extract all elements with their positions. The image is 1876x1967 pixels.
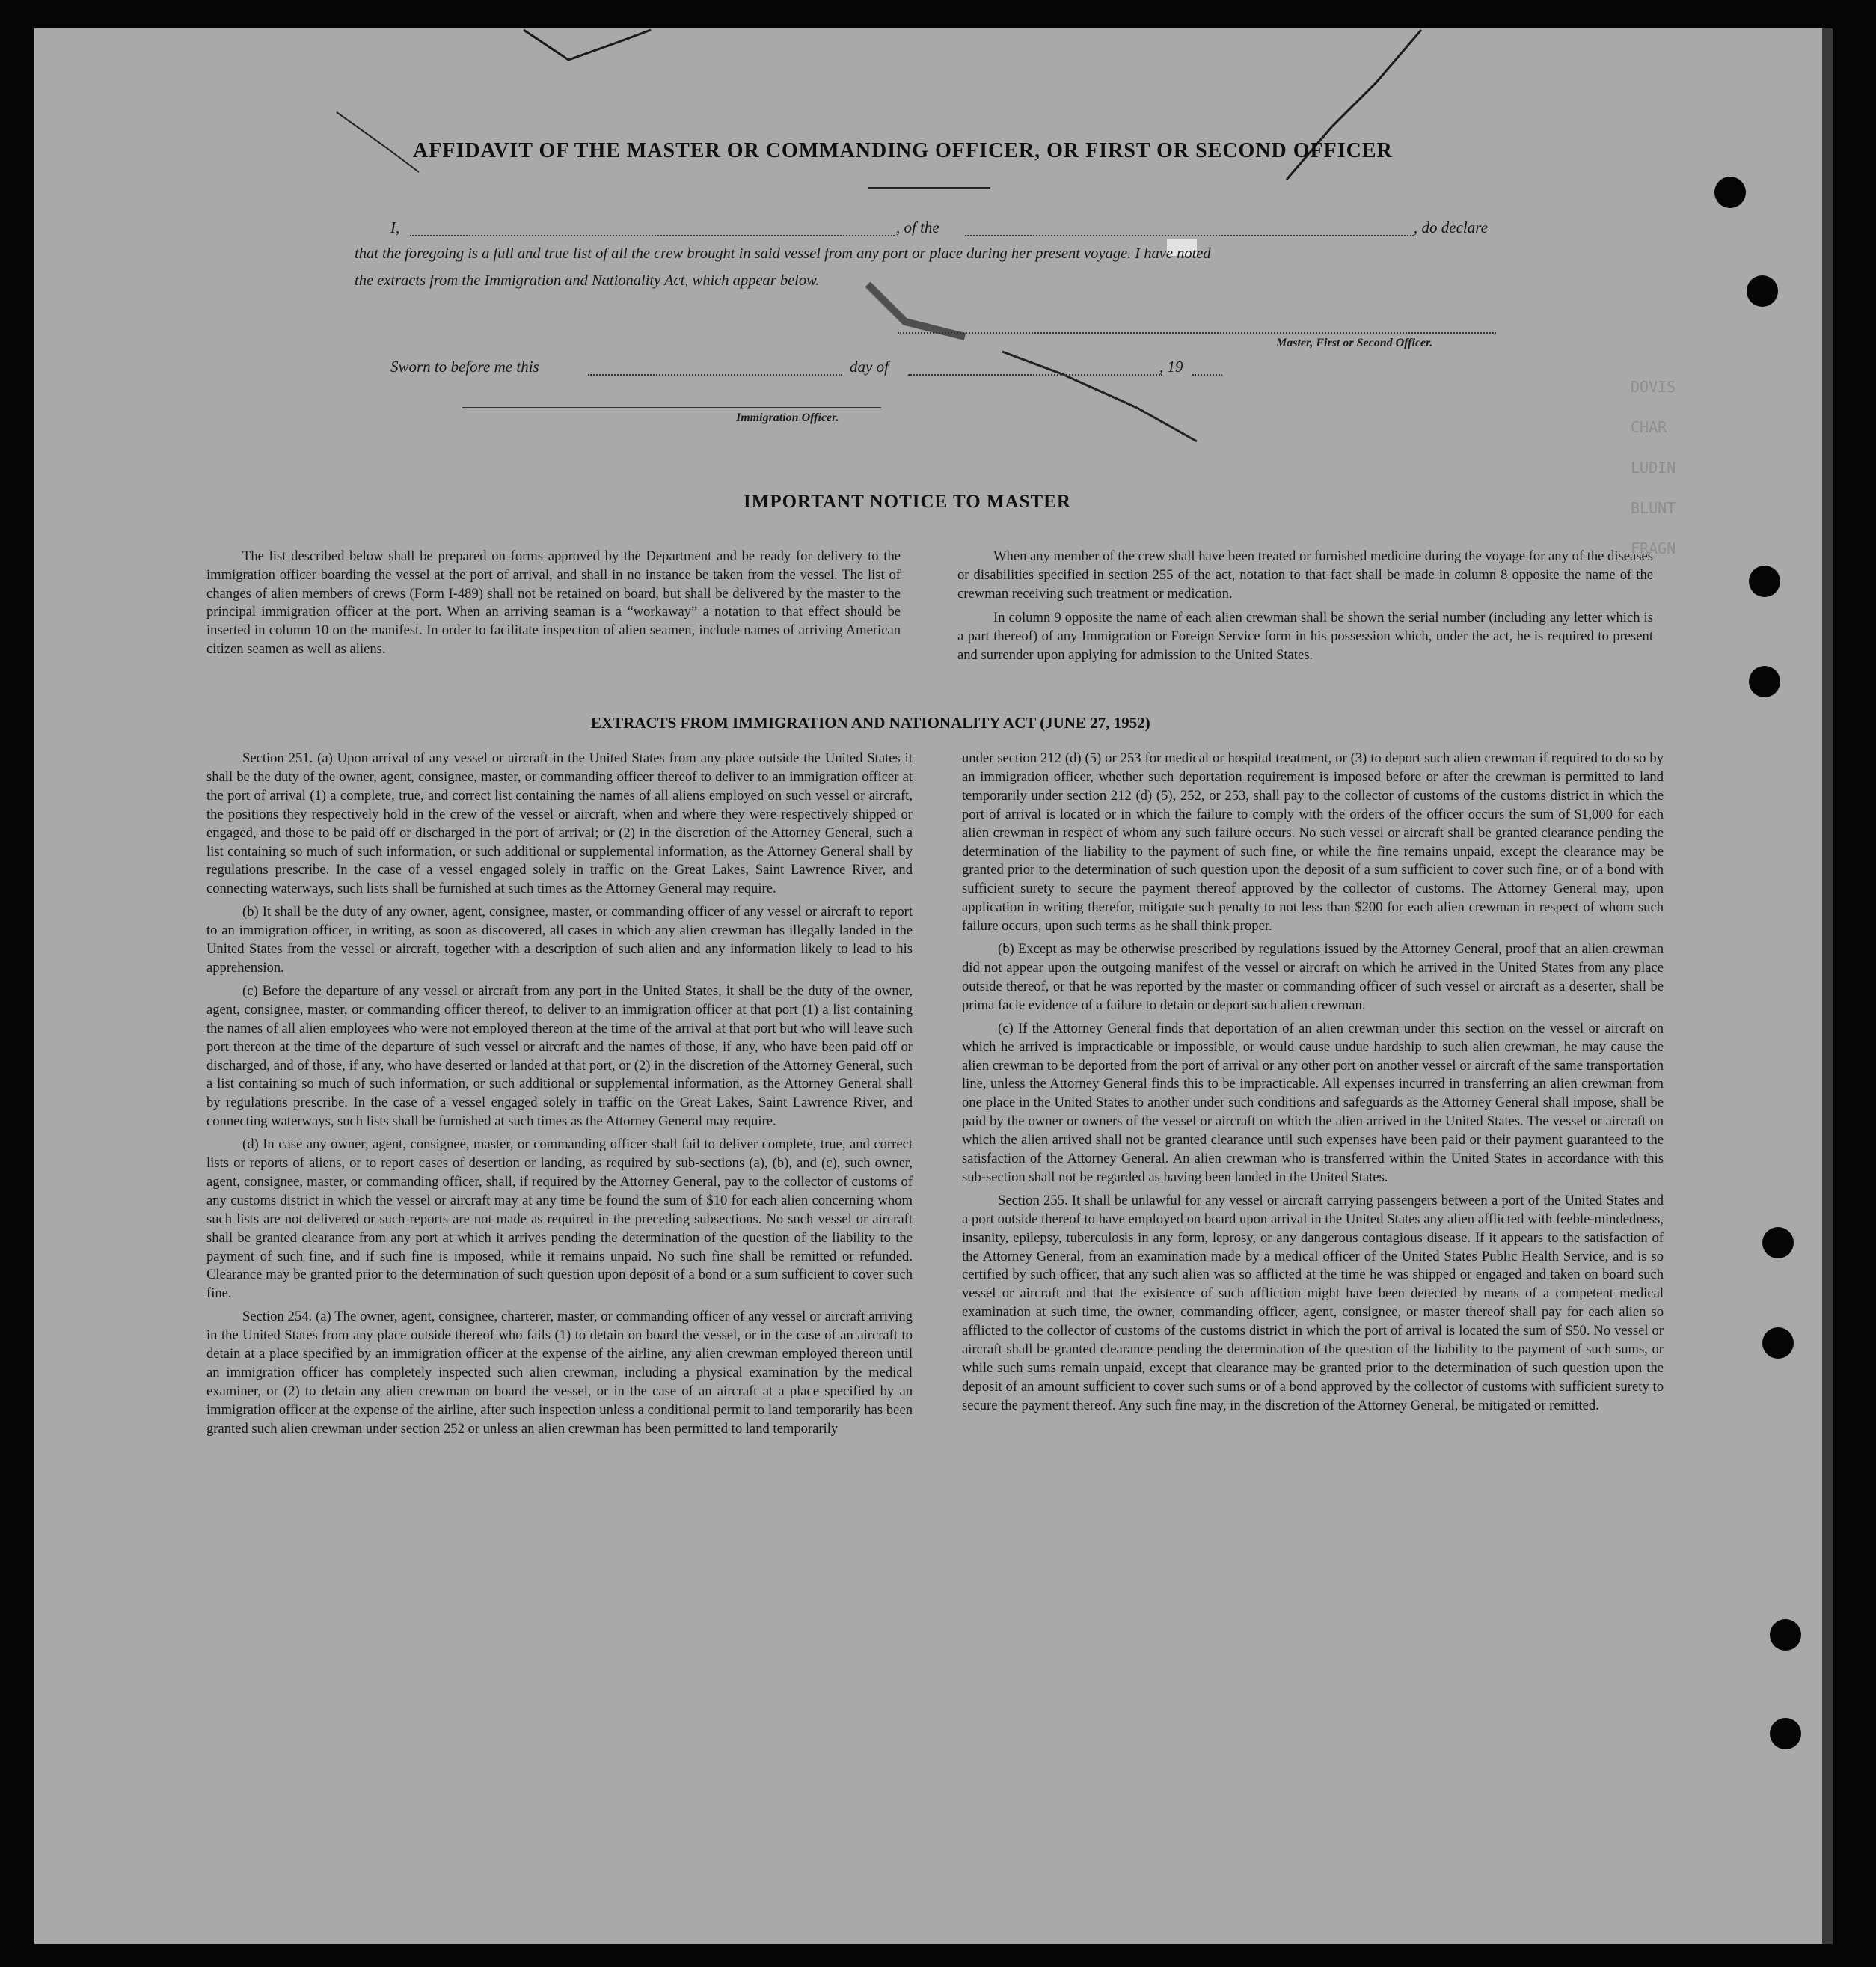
month-line[interactable] — [908, 374, 1162, 376]
sworn-label: Sworn to before me this — [390, 358, 539, 376]
extracts-left-column — [206, 750, 913, 1443]
extracts-right-column — [962, 750, 1664, 1420]
bleed-through-column: DOVIS CHAR LUDIN BLUNT FRAGN — [1631, 378, 1676, 557]
section-251-a: Section 251. (a) Upon arrival of any vessel or aircraft in the United States from any place outside the United States it shall be the duty of the owner, agent, consignee, master, or commanding officer thereof to deliver to an immigration officer at the port of arrival (1) a complete, true, and correct list containing the names of all aliens employed on such vessel or aircraft, the positions they respectively hold in the crew of the vessel or aircraft, when and where they were respectively shipped or engaged, and those to be paid off or discharged in the port of arrival; or (2) in the discretion of the Attorney General, such a list containing so much of such information, or such additional or supplemental information, as the Attorney General shall by regulations prescribe. In the case of a vessel engaged solely in traffic on the Great Lakes, Saint Lawrence River, and connecting waterways, such lists shall be furnished at such times as the Attorney General may require. — [206, 750, 913, 897]
day-of-label: day of — [850, 358, 889, 376]
immigration-officer-line[interactable] — [462, 407, 881, 408]
affidavit-line2: that the foregoing is a full and true list of all the crew brought in said vessel from any port or place during her present voyage. I have noted — [355, 245, 1211, 262]
signature-line[interactable] — [898, 332, 1496, 334]
notice-title: IMPORTANT NOTICE TO MASTER — [744, 492, 1071, 512]
section-254-b: (b) Except as may be otherwise prescribed by regulations issued by the Attorney General, proof that an alien crewman did not appear upon the outgoing manifest of the vessel or aircraft on which he arrived in the United States from any place outside thereof, or that he was reported by the master or commanding officer of such vessel or aircraft as a deserter, shall be prima facie evidence of a failure to detain or deport such alien crewman. — [962, 941, 1664, 1013]
section-251-d: (d) In case any owner, agent, consignee, master, or commanding officer shall fail to deliver complete, true, and correct lists or reports of aliens, or to report cases of desertion or landing, as required by sub-sections (a), (b), and (c), such owner, agent, consignee, master, or commanding officer, shall, if required by the Attorney General, pay to the collector of customs of any customs district in which the vessel or aircraft may at any time be found the sum of $10 for each alien concerning whom such lists are not delivered or such reports are not made as required in the preceding subsections. No such vessel or aircraft shall be granted clearance from any port at which it arrives pending the determination of the question of the liability to the payment of such fine, and if such fine is imposed, while it remains unpaid. No such fine shall be remitted or refunded. Clearance may be granted prior to the determination of such question upon deposit of a bond or a sum sufficient to cover such fine. — [206, 1137, 913, 1302]
affidavit-line3: the extracts from the Immigration and Nationality Act, which appear below. — [355, 272, 820, 289]
section-254-a-continued: under section 212 (d) (5) or 253 for medical or hospital treatment, or (3) to deport such alien crewman if required to do so by an immigration officer, whether such deportation requirement is imposed before or after the crewman is permitted to land temporarily under section 212 (d) (5), 252, or 253, shall pay to the collector of customs of the customs district in which the port of arrival is located or in which the failure to comply with the orders of the officer occurs the sum of $1,000 for each alien crewman in respect of whom any such failure occurs. No such vessel or aircraft shall be granted clearance pending the determination of the liability to the payment of such fine, or while the fine remains unpaid, except the clearance may be granted prior to the determination of such question upon the deposit of a sum sufficient to cover such fine, or of a bond with sufficient surety to secure the payment thereof approved by the collector of customs. The Attorney General may, upon application in writing therefor, mitigate such penalty to not less than $200 for each alien crewman in respect of whom such failure occurs, upon such terms as he shall think proper. — [962, 750, 1664, 934]
affidavit-i: I, — [390, 218, 400, 236]
extracts-title: EXTRACTS FROM IMMIGRATION AND NATIONALITY ACT (JUNE 27, 1952) — [591, 714, 1150, 732]
year-line[interactable] — [1192, 374, 1222, 376]
section-251-c: (c) Before the departure of any vessel or aircraft from any port in the United States, it shall be the duty of the owner, agent, consignee, master, or commanding officer thereof, to deliver to an immigration officer at that port (1) a list containing the names of all alien employees who were not employed thereon at the time of the arrival at that port but who will leave such port thereon at the time of the departure of such vessel or aircraft and the names of those, if any, who have been paid off or discharged, and of those, if any, who have deserted or landed at that port, or (2) in the discretion of the Attorney General, such a list containing so much of such information, or such additional or supplemental information, as the Attorney General shall by regulations prescribe. In the case of a vessel engaged solely in traffic on the Great Lakes, Saint Lawrence River, and connecting waterways, such lists shall be furnished at such times as the Attorney General may require. — [206, 982, 913, 1130]
section-251-b: (b) It shall be the duty of any owner, agent, consignee, master, or commanding officer of any vessel or aircraft to report to an immigration officer, in writing, as soon as discovered, all cases in which any alien crewman has illegally landed in the United States from the vessel or aircraft, together with a description of such alien and any information likely to lead to his apprehension. — [206, 904, 913, 976]
section-254-a: Section 254. (a) The owner, agent, consignee, charterer, master, or commanding officer of any vessel or aircraft arriving in the United States from any place outside thereof who fails (1) to detain on board the vessel, or in the case of an aircraft to detain at a place specified by an immigration officer at the expense of the airline, any alien crewman employed thereon until an immigration officer has completely inspected such alien crewman, including a physical examination by the medical examiner, or (2) to detain any alien crewman on board the vessel, or in the case of an aircraft at a place specified by an immigration officer at the expense of the airline, after such inspection unless a conditional permit to land temporarily has been granted such alien crewman under section 252 or unless an alien crewman has been permitted to land temporarily — [206, 1309, 913, 1437]
signature-label: Master, First or Second Officer. — [1276, 337, 1433, 349]
section-255: Section 255. It shall be unlawful for any vessel or aircraft carrying passengers between a port of the United States and a port outside thereof to have employed on board upon arrival in the United States any alien afflicted with feeble-mindedness, insanity, epilepsy, tuberculosis in any form, leprosy, or any dangerous contagious disease. If it appears to the satisfaction of the Attorney General, from an examination made by a medical officer of the United States Public Health Service, and is so certified by such officer, that any such alien was so afflicted at the time he was shipped or engaged and taken on board such vessel or aircraft and that the existence of such affliction might have been detected by means of a competent medical examination at such time, the owner, commanding officer, agent, consignee, or master thereof shall pay for each alien so afflicted to the collector of customs of the customs district in which the port of arrival is located the sum of $50. No vessel or aircraft shall be granted clearance pending the determination of the question of the liability to the payment of such sums, or while such sums remain unpaid, except that clearance may be granted prior to the determination of such question upon the deposit of an amount sufficient to cover such sums or of a bond approved by the collector of customs with sufficient surety to secure the payment thereof. Any such fine may, in the discretion of the Attorney General, be mitigated or remitted. — [962, 1192, 1664, 1413]
immigration-officer-label: Immigration Officer. — [736, 412, 839, 424]
title-rule — [868, 187, 990, 189]
notice-left-column — [206, 548, 901, 665]
affidavit-declare: , do declare — [1414, 218, 1488, 236]
vessel-line[interactable] — [965, 235, 1414, 236]
notice-right-paragraph-2: In column 9 opposite the name of each alien crewman shall be shown the serial number (including any letter which is a part thereof) of any Immigration or Foreign Service form in his possession which, under the act, he is required to present and surrender upon applying for admission to the United States. — [957, 610, 1653, 663]
name-line[interactable] — [410, 235, 895, 236]
section-254-c: (c) If the Attorney General finds that deportation of an alien crewman under this section on the vessel or aircraft on which he arrived is impracticable or impossible, or would cause undue hardship to such alien crewman, he may cause the alien crewman to be deported from the port of arrival or any other port on another vessel or aircraft of the same transportation line, unless the Attorney General finds this to be impracticable. All expenses incurred in transferring an alien crewman from one place in the United States to another under such conditions and safeguards as the Attorney General shall impose, shall be paid by the owner or owners of the vessel or aircraft on which the alien arrived in the United States. The vessel or aircraft on which the alien arrived shall not be granted clearance until such expenses have been paid or their payment guaranteed to the satisfaction of the Attorney General. An alien crewman who is transferred within the United States in accordance with this sub-section shall not be regarded as having been landed in the United States. — [962, 1020, 1664, 1185]
year-label: , 19 — [1159, 358, 1183, 376]
notice-left-paragraph: The list described below shall be prepared on forms approved by the Department and be ready for delivery to the immigration officer boarding the vessel at the port of arrival, and shall in no instance be taken from the vessel. The list of changes of alien members of crews (Form I-489) shall not be retained on board, but shall be delivered by the master to the principal immigration officer at the port. When an arriving seaman is a “workaway” a notation to that effect should be inserted in column 10 on the manifest. In order to facilitate inspection of alien seamen, include names of arriving American citizen seamen as well as aliens. — [206, 548, 901, 657]
sworn-day-line[interactable] — [588, 374, 842, 376]
affidavit-title: AFFIDAVIT OF THE MASTER OR COMMANDING OFFICER, OR FIRST OR SECOND OFFICER — [413, 139, 1393, 162]
notice-right-column — [957, 548, 1653, 671]
affidavit-of-the: , of the — [896, 218, 939, 236]
notice-right-paragraph-1: When any member of the crew shall have been treated or furnished medicine during the voyage for any of the diseases or disabilities specified in section 255 of the act, notation to that fact shall be made in column 8 opposite the name of the crewman receiving such treatment or medication. — [957, 548, 1653, 602]
